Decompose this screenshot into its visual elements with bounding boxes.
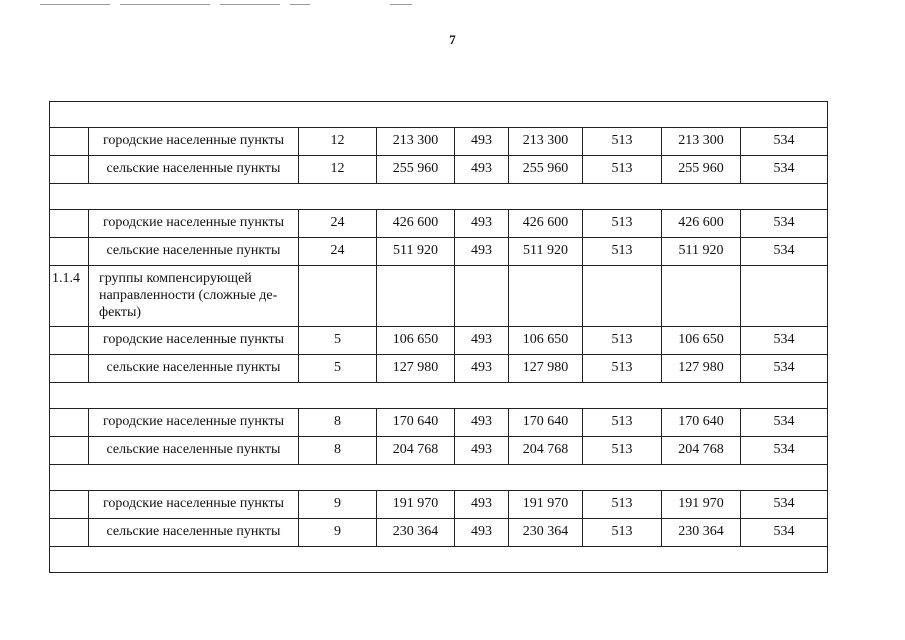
cost-value-1-cell xyxy=(377,266,455,327)
cost-value-3-cell: 230 364 xyxy=(662,519,741,547)
table-row xyxy=(50,210,828,238)
rate-2-cell: 513 xyxy=(583,327,662,355)
rate-3-cell: 534 xyxy=(741,210,828,238)
rate-2-cell: 513 xyxy=(583,238,662,266)
settlement-type-cell: городские населенные пункты xyxy=(89,210,299,238)
cost-value-1-cell: 204 768 xyxy=(377,437,455,465)
table-row xyxy=(50,409,828,437)
rate-2-cell: 513 xyxy=(583,355,662,383)
row-code-cell xyxy=(50,156,89,184)
cost-value-3-cell: 426 600 xyxy=(662,210,741,238)
separator-cell xyxy=(50,465,828,491)
rate-1-cell: 493 xyxy=(455,128,509,156)
settlement-type-cell: группы компенсирующей направленности (сложные де-фекты) xyxy=(89,266,299,327)
cost-value-3-cell: 511 920 xyxy=(662,238,741,266)
separator-cell xyxy=(50,547,828,573)
section-separator-row xyxy=(50,465,828,491)
rate-1-cell: 493 xyxy=(455,210,509,238)
cost-value-2-cell: 106 650 xyxy=(509,327,583,355)
cost-value-1-cell: 127 980 xyxy=(377,355,455,383)
row-code-cell xyxy=(50,437,89,465)
row-code-cell xyxy=(50,491,89,519)
section-separator-row xyxy=(50,547,828,573)
cost-value-3-cell: 191 970 xyxy=(662,491,741,519)
settlement-type-cell: сельские населенные пункты xyxy=(89,519,299,547)
cost-value-3-cell: 213 300 xyxy=(662,128,741,156)
rate-2-cell: 513 xyxy=(583,491,662,519)
settlement-type-cell: городские населенные пункты xyxy=(89,327,299,355)
row-code-cell xyxy=(50,327,89,355)
tariff-table xyxy=(49,101,828,573)
rate-2-cell: 513 xyxy=(583,156,662,184)
cost-value-3-cell: 127 980 xyxy=(662,355,741,383)
rate-2-cell: 513 xyxy=(583,437,662,465)
row-code-cell xyxy=(50,128,89,156)
cost-value-3-cell xyxy=(662,266,741,327)
cost-value-2-cell: 204 768 xyxy=(509,437,583,465)
cost-value-3-cell: 106 650 xyxy=(662,327,741,355)
section-separator-row xyxy=(50,383,828,409)
row-code-cell xyxy=(50,519,89,547)
cost-value-2-cell xyxy=(509,266,583,327)
row-code-cell xyxy=(50,238,89,266)
cost-value-2-cell: 511 920 xyxy=(509,238,583,266)
cost-value-2-cell: 230 364 xyxy=(509,519,583,547)
cost-value-1-cell: 170 640 xyxy=(377,409,455,437)
table-row xyxy=(50,128,828,156)
rate-1-cell: 493 xyxy=(455,238,509,266)
group-header-row xyxy=(50,266,828,327)
rate-3-cell: 534 xyxy=(741,238,828,266)
group-count-cell: 5 xyxy=(299,327,377,355)
cost-value-1-cell: 106 650 xyxy=(377,327,455,355)
rate-1-cell: 493 xyxy=(455,491,509,519)
rate-1-cell: 493 xyxy=(455,355,509,383)
rate-3-cell: 534 xyxy=(741,491,828,519)
cost-value-3-cell: 170 640 xyxy=(662,409,741,437)
group-count-cell: 8 xyxy=(299,409,377,437)
cost-value-2-cell: 170 640 xyxy=(509,409,583,437)
rate-3-cell: 534 xyxy=(741,355,828,383)
rate-2-cell: 513 xyxy=(583,128,662,156)
separator-cell xyxy=(50,102,828,128)
table-body xyxy=(50,102,828,573)
settlement-type-cell: сельские населенные пункты xyxy=(89,355,299,383)
cost-value-2-cell: 255 960 xyxy=(509,156,583,184)
row-code-cell xyxy=(50,355,89,383)
table-row xyxy=(50,519,828,547)
cost-value-3-cell: 255 960 xyxy=(662,156,741,184)
scan-top-marks xyxy=(40,4,420,8)
table-row xyxy=(50,437,828,465)
rate-3-cell: 534 xyxy=(741,409,828,437)
cost-value-2-cell: 213 300 xyxy=(509,128,583,156)
rate-3-cell: 534 xyxy=(741,437,828,465)
rate-1-cell: 493 xyxy=(455,437,509,465)
rate-3-cell: 534 xyxy=(741,156,828,184)
table-row xyxy=(50,156,828,184)
cost-value-1-cell: 191 970 xyxy=(377,491,455,519)
row-code-cell xyxy=(50,210,89,238)
cost-value-1-cell: 230 364 xyxy=(377,519,455,547)
rate-3-cell: 534 xyxy=(741,519,828,547)
settlement-type-cell: сельские населенные пункты xyxy=(89,238,299,266)
cost-value-3-cell: 204 768 xyxy=(662,437,741,465)
group-count-cell: 12 xyxy=(299,156,377,184)
table-row xyxy=(50,327,828,355)
cost-value-1-cell: 213 300 xyxy=(377,128,455,156)
row-code-cell xyxy=(50,409,89,437)
rate-3-cell: 534 xyxy=(741,128,828,156)
separator-cell xyxy=(50,383,828,409)
rate-2-cell xyxy=(583,266,662,327)
cost-value-1-cell: 255 960 xyxy=(377,156,455,184)
group-count-cell: 12 xyxy=(299,128,377,156)
group-count-cell: 5 xyxy=(299,355,377,383)
cost-value-1-cell: 511 920 xyxy=(377,238,455,266)
rate-1-cell: 493 xyxy=(455,519,509,547)
group-count-cell: 24 xyxy=(299,210,377,238)
settlement-type-cell: сельские населенные пункты xyxy=(89,156,299,184)
table-row xyxy=(50,238,828,266)
rate-1-cell: 493 xyxy=(455,327,509,355)
rate-3-cell: 534 xyxy=(741,327,828,355)
settlement-type-cell: городские населенные пункты xyxy=(89,491,299,519)
rate-1-cell: 493 xyxy=(455,409,509,437)
cost-value-2-cell: 127 980 xyxy=(509,355,583,383)
rate-3-cell xyxy=(741,266,828,327)
section-separator-row xyxy=(50,184,828,210)
page-number: 7 xyxy=(449,32,456,47)
rate-1-cell xyxy=(455,266,509,327)
settlement-type-cell: сельские населенные пункты xyxy=(89,437,299,465)
rate-2-cell: 513 xyxy=(583,409,662,437)
group-count-cell: 9 xyxy=(299,519,377,547)
rate-1-cell: 493 xyxy=(455,156,509,184)
rate-2-cell: 513 xyxy=(583,519,662,547)
row-code-cell: 1.1.4 xyxy=(50,266,89,327)
settlement-type-cell: городские населенные пункты xyxy=(89,128,299,156)
cost-value-2-cell: 191 970 xyxy=(509,491,583,519)
group-count-cell xyxy=(299,266,377,327)
cost-value-2-cell: 426 600 xyxy=(509,210,583,238)
section-separator-row xyxy=(50,102,828,128)
group-count-cell: 8 xyxy=(299,437,377,465)
table-row xyxy=(50,491,828,519)
cost-value-1-cell: 426 600 xyxy=(377,210,455,238)
rate-2-cell: 513 xyxy=(583,210,662,238)
group-count-cell: 24 xyxy=(299,238,377,266)
group-count-cell: 9 xyxy=(299,491,377,519)
table-row xyxy=(50,355,828,383)
separator-cell xyxy=(50,184,828,210)
settlement-type-cell: городские населенные пункты xyxy=(89,409,299,437)
